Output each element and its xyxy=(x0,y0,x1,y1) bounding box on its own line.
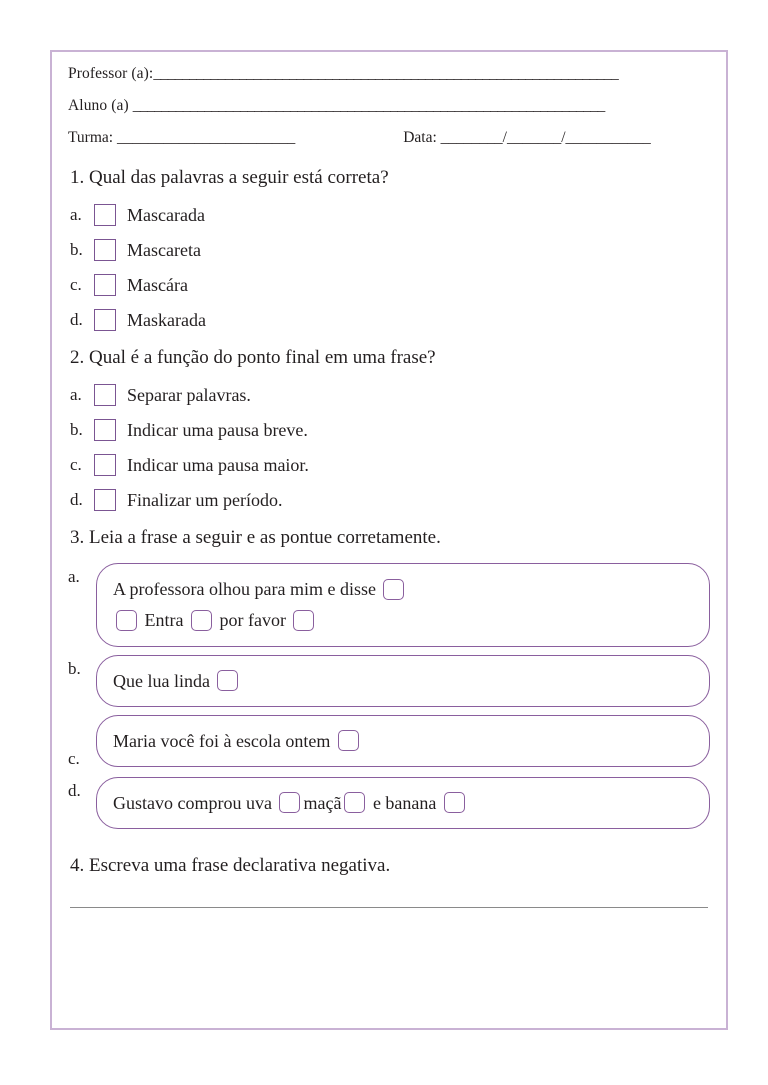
question-2-option-c[interactable] xyxy=(70,454,710,476)
sentence-text: maçã xyxy=(303,792,342,813)
turma-label: Turma: xyxy=(68,129,114,146)
sentence-line xyxy=(113,607,693,633)
question-2-prompt: 2. Qual é a função do ponto final em uma frase? xyxy=(70,346,436,368)
option-letter: b. xyxy=(70,240,83,260)
option-letter: c. xyxy=(70,275,82,295)
sentence-text: Entra xyxy=(140,610,188,631)
sentence-line xyxy=(113,576,693,602)
question-1-option-c[interactable] xyxy=(70,274,710,296)
option-label: Mascára xyxy=(127,274,188,295)
data-separator-2: / xyxy=(561,129,566,146)
sentence-text: Maria você foi à escola ontem xyxy=(113,730,335,751)
sentence-letter: a. xyxy=(68,567,80,587)
sentence-box[interactable] xyxy=(96,563,710,646)
question-1-prompt: 1. Qual das palavras a seguir está correta? xyxy=(70,167,389,188)
punctuation-checkbox-icon[interactable] xyxy=(383,579,404,600)
data-label: Data: xyxy=(403,129,437,146)
sentence-text: A professora olhou para mim e disse xyxy=(113,579,381,600)
option-letter: a. xyxy=(70,205,82,225)
sentence-text: Gustavo comprou uva xyxy=(113,792,277,813)
professor-field-row xyxy=(68,66,710,82)
worksheet-content xyxy=(52,52,726,1028)
professor-write-line[interactable]: _________________________________________________________________ xyxy=(153,65,619,82)
question-1-option-a[interactable] xyxy=(70,204,710,226)
professor-label: Professor (a): xyxy=(68,65,154,82)
punctuation-checkbox-icon[interactable] xyxy=(191,610,212,631)
aluno-field-row xyxy=(68,98,710,114)
option-letter: a. xyxy=(70,385,82,405)
sentence-line xyxy=(113,668,693,694)
sentence-box[interactable] xyxy=(96,655,710,707)
punctuation-checkbox-icon[interactable] xyxy=(279,792,300,813)
checkbox-icon[interactable] xyxy=(94,489,116,511)
punctuation-checkbox-icon[interactable] xyxy=(217,670,238,691)
option-label: Indicar uma pausa breve. xyxy=(127,419,308,440)
checkbox-icon[interactable] xyxy=(94,239,116,261)
sentence-letter: b. xyxy=(68,658,81,678)
sentence-text: Que lua linda xyxy=(113,670,215,691)
worksheet-page xyxy=(50,50,728,1030)
sentence-text: por favor xyxy=(214,610,291,631)
option-label: Mascareta xyxy=(127,239,201,260)
sentence-letter: c. xyxy=(68,748,80,768)
sentence-line xyxy=(113,728,693,754)
option-label: Separar palavras. xyxy=(127,384,251,405)
option-letter: d. xyxy=(70,490,83,510)
question-3-item-d xyxy=(68,777,710,829)
question-1-option-d[interactable] xyxy=(70,309,710,331)
question-3-item-c xyxy=(68,715,710,769)
punctuation-checkbox-icon[interactable] xyxy=(344,792,365,813)
question-3-item-a xyxy=(68,563,710,646)
option-letter: d. xyxy=(70,310,83,330)
option-label: Mascarada xyxy=(127,204,205,225)
turma-write-line[interactable]: _______________________ xyxy=(116,129,296,146)
data-separator-1: / xyxy=(502,129,507,146)
checkbox-icon[interactable] xyxy=(94,419,116,441)
sentence-text: e banana xyxy=(368,792,441,813)
question-2-option-a[interactable] xyxy=(70,384,710,406)
question-2-option-b[interactable] xyxy=(70,419,710,441)
checkbox-icon[interactable] xyxy=(94,454,116,476)
punctuation-checkbox-icon[interactable] xyxy=(116,610,137,631)
aluno-write-line[interactable]: __________________________________________________________________ xyxy=(132,96,605,114)
data-year-write-line[interactable]: ___________ xyxy=(565,129,651,146)
question-2-option-d[interactable] xyxy=(70,489,710,511)
checkbox-icon[interactable] xyxy=(94,204,116,226)
option-label: Indicar uma pausa maior. xyxy=(127,454,309,475)
aluno-label: Aluno (a) xyxy=(68,96,129,114)
answer-write-line[interactable] xyxy=(70,907,708,908)
question-1-option-b[interactable] xyxy=(70,239,710,261)
sentence-line xyxy=(113,790,693,816)
option-label: Finalizar um período. xyxy=(127,489,283,510)
checkbox-icon[interactable] xyxy=(94,309,116,331)
sentence-letter: d. xyxy=(68,780,81,800)
punctuation-checkbox-icon[interactable] xyxy=(293,610,314,631)
option-letter: c. xyxy=(70,455,82,475)
sentence-box[interactable] xyxy=(96,777,710,829)
data-month-write-line[interactable]: _______ xyxy=(506,129,562,146)
data-day-write-line[interactable]: ________ xyxy=(440,129,503,146)
question-3-item-b xyxy=(68,655,710,707)
question-4-prompt: 4. Escreva uma frase declarativa negativa. xyxy=(70,854,391,876)
option-label: Maskarada xyxy=(127,309,206,330)
question-3-prompt: 3. Leia a frase a seguir e as pontue corretamente. xyxy=(70,526,441,548)
option-letter: b. xyxy=(70,420,83,440)
punctuation-checkbox-icon[interactable] xyxy=(444,792,465,813)
punctuation-checkbox-icon[interactable] xyxy=(338,730,359,751)
checkbox-icon[interactable] xyxy=(94,274,116,296)
checkbox-icon[interactable] xyxy=(94,384,116,406)
sentence-box[interactable] xyxy=(96,715,710,767)
turma-data-field-row xyxy=(68,129,710,147)
